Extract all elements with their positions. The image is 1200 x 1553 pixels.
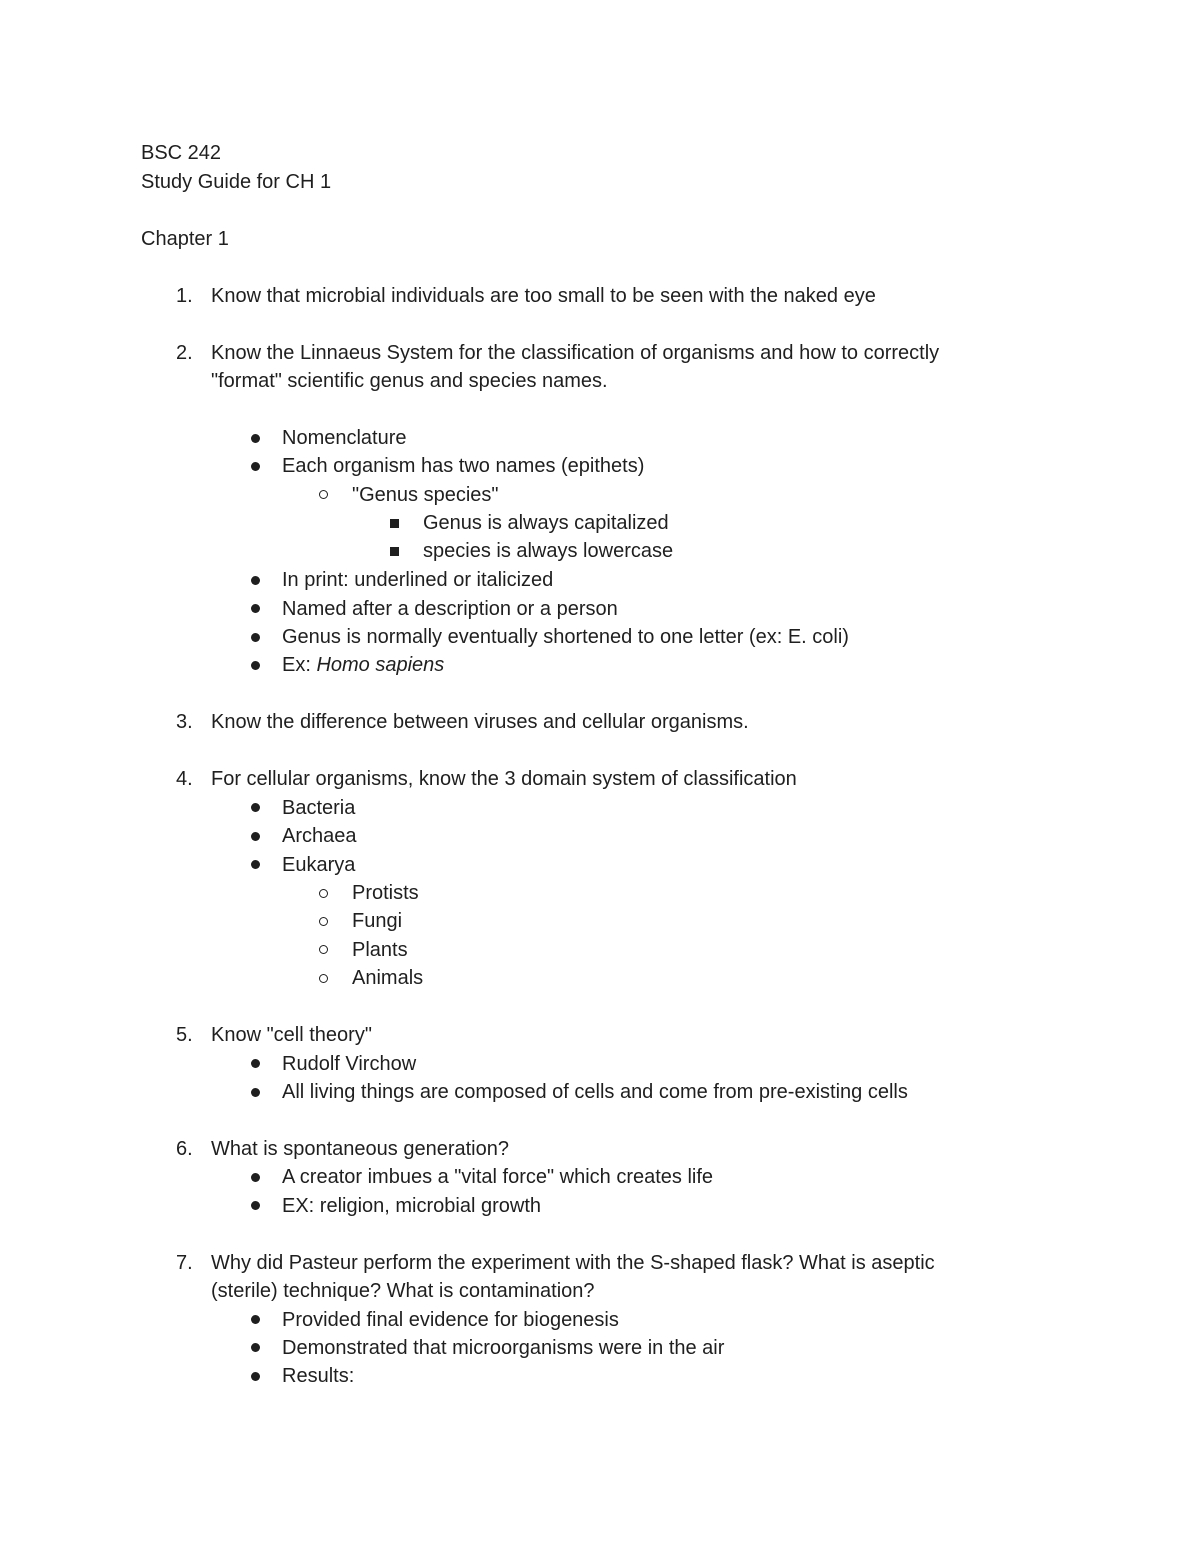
bullet-text: In print: underlined or italicized xyxy=(282,569,554,591)
bullet-text: Animals xyxy=(352,967,424,989)
bullet-disc xyxy=(251,1059,260,1068)
item-text: "format" scientific genus and species names. xyxy=(211,370,608,392)
bullet-text: Demonstrated that microorganisms were in the air xyxy=(282,1337,725,1359)
bullet-disc xyxy=(251,1372,260,1381)
bullet-disc xyxy=(251,604,260,613)
item-text: Know the difference between viruses and cellular organisms. xyxy=(211,711,749,733)
bullet-disc xyxy=(251,1315,260,1324)
bullet-text: Rudolf Virchow xyxy=(282,1053,417,1075)
bullet-text: Genus is always capitalized xyxy=(423,512,669,534)
bullet-text: All living things are composed of cells and come from pre-existing cells xyxy=(282,1081,908,1103)
bullet-disc xyxy=(251,1343,260,1352)
bullet-disc xyxy=(251,576,260,585)
bullet-circle xyxy=(319,889,328,898)
bullet-text: Named after a description or a person xyxy=(282,598,618,620)
bullet-text: Each organism has two names (epithets) xyxy=(282,455,645,477)
bullet-disc xyxy=(251,1088,260,1097)
bullet-disc xyxy=(251,803,260,812)
item-text: What is spontaneous generation? xyxy=(211,1138,509,1160)
bullet-square xyxy=(390,547,399,556)
item-text: Know the Linnaeus System for the classification of organisms and how to correctly xyxy=(211,342,940,364)
item-number: 2. xyxy=(176,342,193,364)
item-text: Why did Pasteur perform the experiment with the S-shaped flask? What is aseptic xyxy=(211,1252,935,1274)
chapter-heading: Chapter 1 xyxy=(141,228,229,250)
bullet-disc xyxy=(251,1173,260,1182)
bullet-disc xyxy=(251,661,260,670)
bullet-disc xyxy=(251,434,260,443)
bullet-text: Results: xyxy=(282,1365,355,1387)
bullet-text: species is always lowercase xyxy=(423,540,674,562)
example-prefix: Ex: xyxy=(282,654,317,676)
item-text: Know that microbial individuals are too small to be seen with the naked eye xyxy=(211,285,876,307)
example-species-name: Homo sapiens xyxy=(316,654,445,676)
item-text: (sterile) technique? What is contamination? xyxy=(211,1280,595,1302)
item-number: 4. xyxy=(176,768,193,790)
item-text: Know "cell theory" xyxy=(211,1024,372,1046)
bullet-disc xyxy=(251,462,260,471)
bullet-text: Protists xyxy=(352,882,419,904)
bullet-text: "Genus species" xyxy=(352,484,499,506)
bullet-circle xyxy=(319,490,328,499)
bullet-text xyxy=(282,651,444,679)
bullet-text: EX: religion, microbial growth xyxy=(282,1195,541,1217)
item-number: 3. xyxy=(176,711,193,733)
item-text: For cellular organisms, know the 3 domain system of classification xyxy=(211,768,797,790)
bullet-text: Nomenclature xyxy=(282,427,407,449)
course-code: BSC 242 xyxy=(141,142,222,164)
item-number: 1. xyxy=(176,285,193,307)
bullet-disc xyxy=(251,832,260,841)
item-number: 7. xyxy=(176,1252,193,1274)
bullet-text: Bacteria xyxy=(282,797,356,819)
document-subtitle: Study Guide for CH 1 xyxy=(141,171,332,193)
bullet-square xyxy=(390,519,399,528)
bullet-disc xyxy=(251,633,260,642)
bullet-circle xyxy=(319,945,328,954)
item-number: 5. xyxy=(176,1024,193,1046)
item-number: 6. xyxy=(176,1138,193,1160)
bullet-text: Plants xyxy=(352,939,408,961)
bullet-circle xyxy=(319,917,328,926)
bullet-disc xyxy=(251,1201,260,1210)
bullet-text: Genus is normally eventually shortened to one letter (ex: E. coli) xyxy=(282,626,849,648)
bullet-circle xyxy=(319,974,328,983)
bullet-text: Eukarya xyxy=(282,854,356,876)
bullet-text: A creator imbues a "vital force" which creates life xyxy=(282,1166,714,1188)
bullet-disc xyxy=(251,860,260,869)
bullet-text: Fungi xyxy=(352,910,403,932)
bullet-text: Provided final evidence for biogenesis xyxy=(282,1309,619,1331)
bullet-text: Archaea xyxy=(282,825,357,847)
